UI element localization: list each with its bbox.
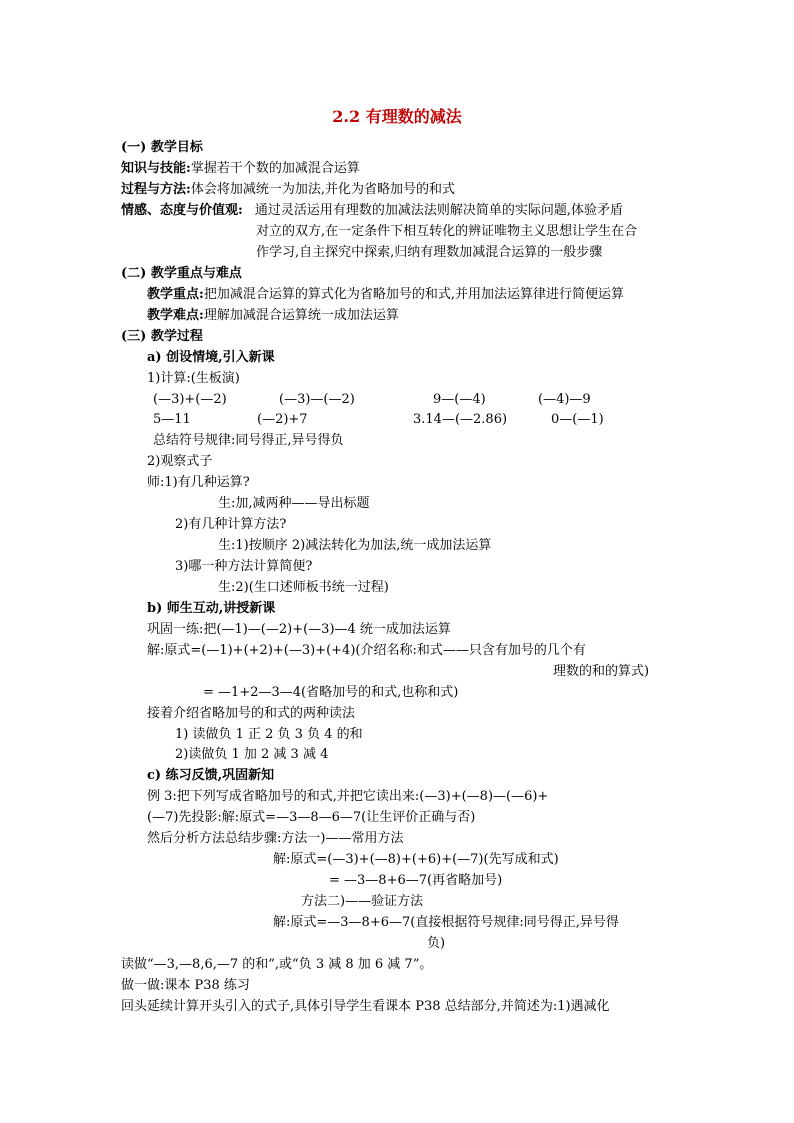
expr-r1-c4: (—4)—9 — [538, 392, 591, 407]
objective-process-label: 过程与方法: — [121, 182, 191, 197]
review-line: 回头延续计算开头引入的式子,具体引导学生看课本 P38 总结部分,并简述为:1)遇减化 — [121, 999, 610, 1014]
method1-step1: 解:原式=(—3)+(—8)+(+6)+(—7)(先写成和式) — [273, 852, 559, 867]
key-point-label: 教学重点: — [147, 287, 204, 302]
key-point-text: 把加减混合运算的算式化为省略加号的和式,并用加法运算律进行简便运算 — [203, 287, 624, 302]
objective-emotion-text-2: 对立的双方,在一定条件下相互转化的辨证唯物主义思想让学生在合 — [256, 224, 638, 239]
reading-method-1: 1) 读做负 1 正 2 负 3 负 4 的和 — [175, 727, 363, 742]
teacher-q1: 师:1)有几种运算? — [147, 475, 250, 490]
student-a1: 生:加,减两种——导出标题 — [218, 496, 370, 511]
page-title: 2.2 有理数的减法 — [332, 107, 462, 126]
expr-r2-c1: 5—11 — [153, 412, 191, 427]
difficult-point-text: 理解加减混合运算统一成加法运算 — [203, 308, 399, 323]
objective-process-text: 体会将加减统一为加法,并化为省略加号的和式 — [190, 182, 455, 197]
reading-intro: 接着介绍省略加号的和式的两种读法 — [147, 706, 356, 721]
objective-emotion — [121, 201, 623, 221]
expr-r2-c4: 0—(—1) — [551, 412, 604, 427]
teacher-q2: 2)有几种计算方法? — [175, 517, 287, 532]
teacher-q3: 3)哪一种方法计算简便? — [175, 559, 313, 574]
expr-r1-c3: 9—(—4) — [433, 392, 486, 407]
section-heading-objectives: (一) 教学目标 — [121, 140, 203, 155]
difficult-point — [147, 306, 399, 326]
calc-intro: 1)计算:(生板演) — [147, 371, 240, 386]
consolidation-exercise: 巩固一练:把(—1)—(—2)+(—3)—4 统一成加法运算 — [147, 622, 451, 637]
expr-r1-c2: (—3)—(—2) — [279, 392, 355, 407]
solution-line-2: = —1+2—3—4(省略加号的和式,也称和式) — [203, 685, 459, 700]
objective-knowledge-label: 知识与技能: — [121, 161, 191, 176]
method-summary: 然后分析方法总结步骤:方法一)——常用方法 — [147, 831, 404, 846]
reading-method-2: 2)读做负 1 加 2 减 3 减 4 — [175, 747, 329, 762]
observe-step: 2)观察式子 — [147, 454, 213, 469]
method2-step1: 解:原式=—3—8+6—7(直接根据符号规律:同号得正,异号得 — [273, 915, 619, 930]
example-line-2: (—7)先投影:解:原式=—3—8—6—7(让生评价正确与否) — [147, 810, 476, 825]
exercise-line: 做一做:课本 P38 练习 — [121, 978, 250, 993]
objective-process — [121, 180, 455, 200]
method2-step1b: 负) — [427, 936, 446, 951]
objective-emotion-text-1: 通过灵活运用有理数的加减法法则解决简单的实际问题,体验矛盾 — [254, 203, 623, 218]
sign-rule: 总结符号规律:同号得正,异号得负 — [153, 433, 344, 448]
objective-knowledge — [121, 159, 360, 179]
expr-r1-c1: (—3)+(—2) — [153, 392, 227, 407]
method1-step2: = —3—8+6—7(再省略加号) — [329, 873, 503, 888]
example-line-1: 例 3:把下列写成省略加号的和式,并把它读出来:(—3)+(—8)—(—6)+ — [147, 789, 549, 804]
section-heading-process: (三) 教学过程 — [121, 329, 203, 344]
objective-knowledge-text: 掌握若干个数的加减混合运算 — [190, 161, 360, 176]
difficult-point-label: 教学难点: — [147, 308, 204, 323]
read-as-line: 读做“—3,—8,6,—7 的和”,或“负 3 减 8 加 6 减 7”。 — [121, 957, 433, 972]
objective-emotion-text-3: 作学习,自主探究中探索,归纳有理数加减混合运算的一般步骤 — [256, 245, 603, 260]
solution-line-1: 解:原式=(—1)+(+2)+(—3)+(+4)(介绍名称:和式——只含有加号的几个有 — [147, 643, 586, 658]
subsection-a-heading: a) 创设情境,引入新课 — [147, 350, 275, 365]
subsection-b-heading: b) 师生互动,讲授新课 — [147, 601, 276, 616]
key-point — [147, 285, 624, 305]
solution-line-1b: 理数的和的算式) — [553, 664, 650, 679]
objective-emotion-label: 情感、态度与价值观: — [121, 203, 243, 218]
student-a3: 生:2)(生口述师板书统一过程) — [218, 580, 389, 595]
expr-r2-c2: (—2)+7 — [257, 412, 308, 427]
expr-r2-c3: 3.14—(—2.86) — [413, 412, 508, 427]
subsection-c-heading: c) 练习反馈,巩固新知 — [147, 768, 275, 783]
method2-heading: 方法二)——验证方法 — [301, 894, 424, 909]
student-a2: 生:1)按顺序 2)减法转化为加法,统一成加法运算 — [218, 538, 492, 553]
section-heading-keypoints: (二) 教学重点与难点 — [121, 266, 242, 281]
